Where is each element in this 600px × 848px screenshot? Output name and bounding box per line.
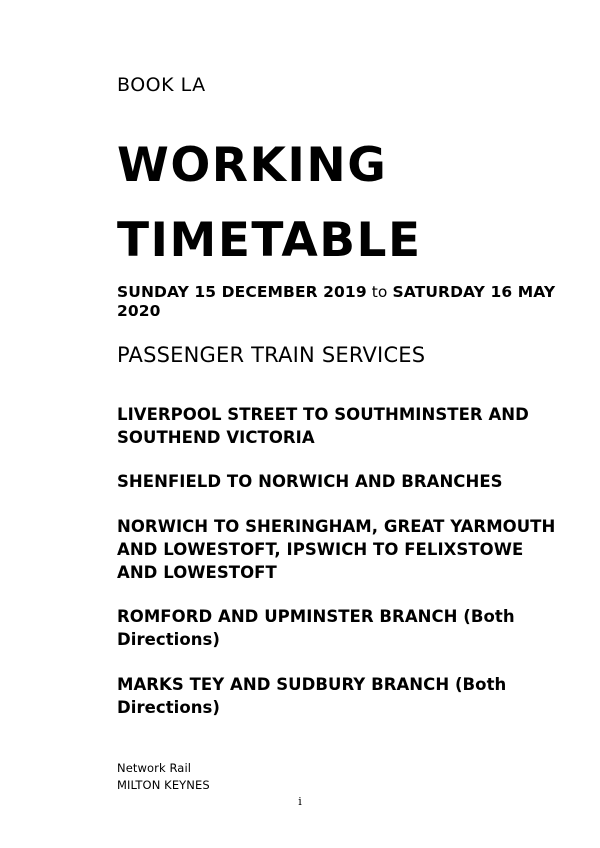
publisher-block — [117, 760, 567, 796]
publisher-name: Network Rail — [117, 760, 192, 775]
date-range-start: SUNDAY 15 DECEMBER 2019 — [117, 283, 367, 302]
document-title-line-1: WORKING — [117, 137, 388, 193]
route-item: SHENFIELD TO NORWICH AND BRANCHES — [117, 472, 503, 492]
date-range-conjunction: to — [366, 283, 393, 302]
date-range-end: SATURDAY 16 MAY 2020 — [117, 283, 556, 321]
route-list — [117, 404, 567, 720]
route-item: ROMFORD AND UPMINSTER BRANCH (Both Directions) — [117, 607, 515, 650]
document-title-line-2: TIMETABLE — [117, 213, 422, 269]
route-item: MARKS TEY AND SUDBURY BRANCH (Both Directions) — [117, 674, 507, 717]
validity-date-range — [117, 283, 567, 320]
page-number: i — [298, 795, 302, 808]
book-code: BOOK LA — [117, 74, 206, 96]
route-item: LIVERPOOL STREET TO SOUTHMINSTER AND SOUTHEND VICTORIA — [117, 404, 529, 447]
document-subtitle: PASSENGER TRAIN SERVICES — [117, 342, 426, 367]
title-block — [117, 74, 567, 795]
route-item: NORWICH TO SHERINGHAM, GREAT YARMOUTH AND LOWESTOFT, IPSWICH TO FELIXSTOWE AND LOWESTOFT — [117, 517, 556, 582]
publisher-location: MILTON KEYNES — [117, 778, 210, 793]
